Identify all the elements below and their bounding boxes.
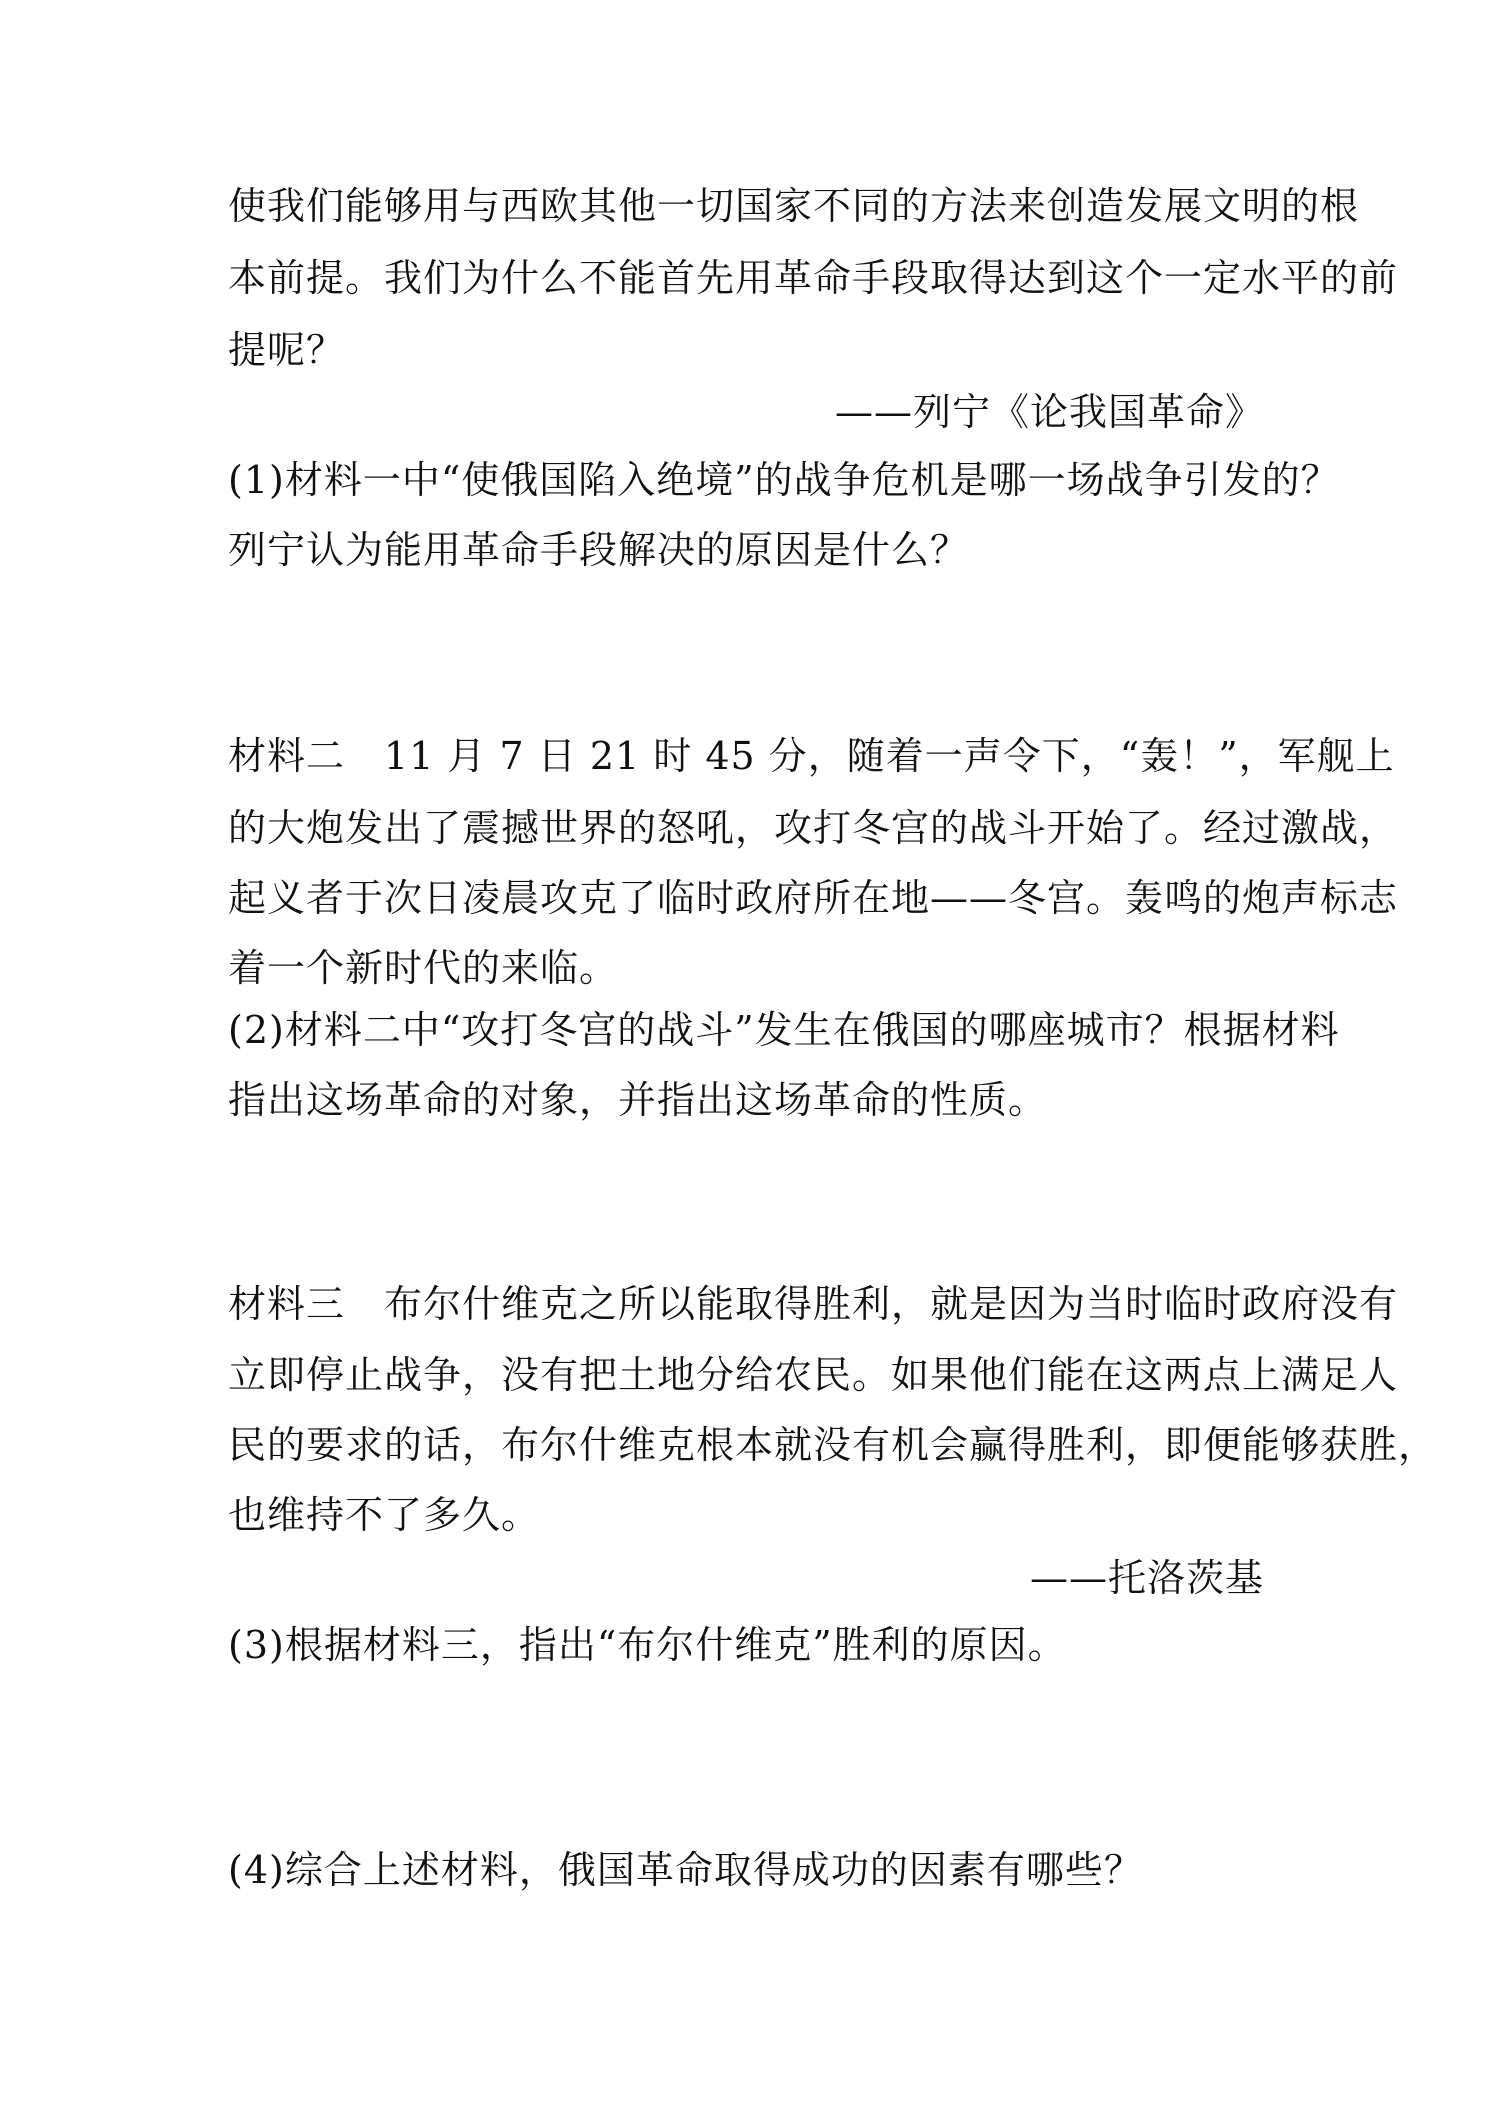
- question-two-line-2: 指出这场革命的对象，并指出这场革命的性质。: [228, 1078, 1048, 1122]
- material-three-source: ——托洛茨基: [1029, 1556, 1264, 1600]
- question-two-line-1: (2)材料二中“攻打冬宫的战斗”发生在俄国的哪座城市？根据材料: [228, 1008, 1340, 1052]
- material-two-line-3: 起义者于次日凌晨攻克了临时政府所在地——冬宫。轰鸣的炮声标志: [228, 876, 1399, 920]
- material-two-line-2: 的大炮发出了震撼世界的怒吼，攻打冬宫的战斗开始了。经过激战，: [228, 806, 1399, 850]
- material-one-line-2: 本前提。我们为什么不能首先用革命手段取得达到这个一定水平的前: [228, 256, 1399, 300]
- material-two-line-1: 材料二 11 月 7 日 21 时 45 分，随着一声令下，“轰！”，军舰上: [228, 734, 1395, 778]
- material-three-line-4: 也维持不了多久。: [228, 1493, 541, 1537]
- question-three-line-1: (3)根据材料三，指出“布尔什维克”胜利的原因。: [228, 1623, 1067, 1667]
- material-two-line-4: 着一个新时代的来临。: [228, 946, 619, 990]
- question-one-line-1: (1)材料一中“使俄国陷入绝境”的战争危机是哪一场战争引发的？: [228, 458, 1340, 502]
- question-one-line-2: 列宁认为能用革命手段解决的原因是什么？: [228, 528, 970, 572]
- material-one-line-3: 提呢？: [228, 328, 346, 372]
- material-three-line-3: 民的要求的话，布尔什维克根本就没有机会赢得胜利，即便能够获胜，: [228, 1423, 1438, 1467]
- material-three-line-1: 材料三 布尔什维克之所以能取得胜利，就是因为当时临时政府没有: [228, 1282, 1399, 1326]
- material-one-line-1: 使我们能够用与西欧其他一切国家不同的方法来创造发展文明的根: [228, 184, 1360, 228]
- material-three-line-2: 立即停止战争，没有把土地分给农民。如果他们能在这两点上满足人: [228, 1353, 1399, 1397]
- material-one-source: ——列宁《论我国革命》: [834, 390, 1264, 434]
- question-four-line-1: (4)综合上述材料，俄国革命取得成功的因素有哪些？: [228, 1848, 1143, 1892]
